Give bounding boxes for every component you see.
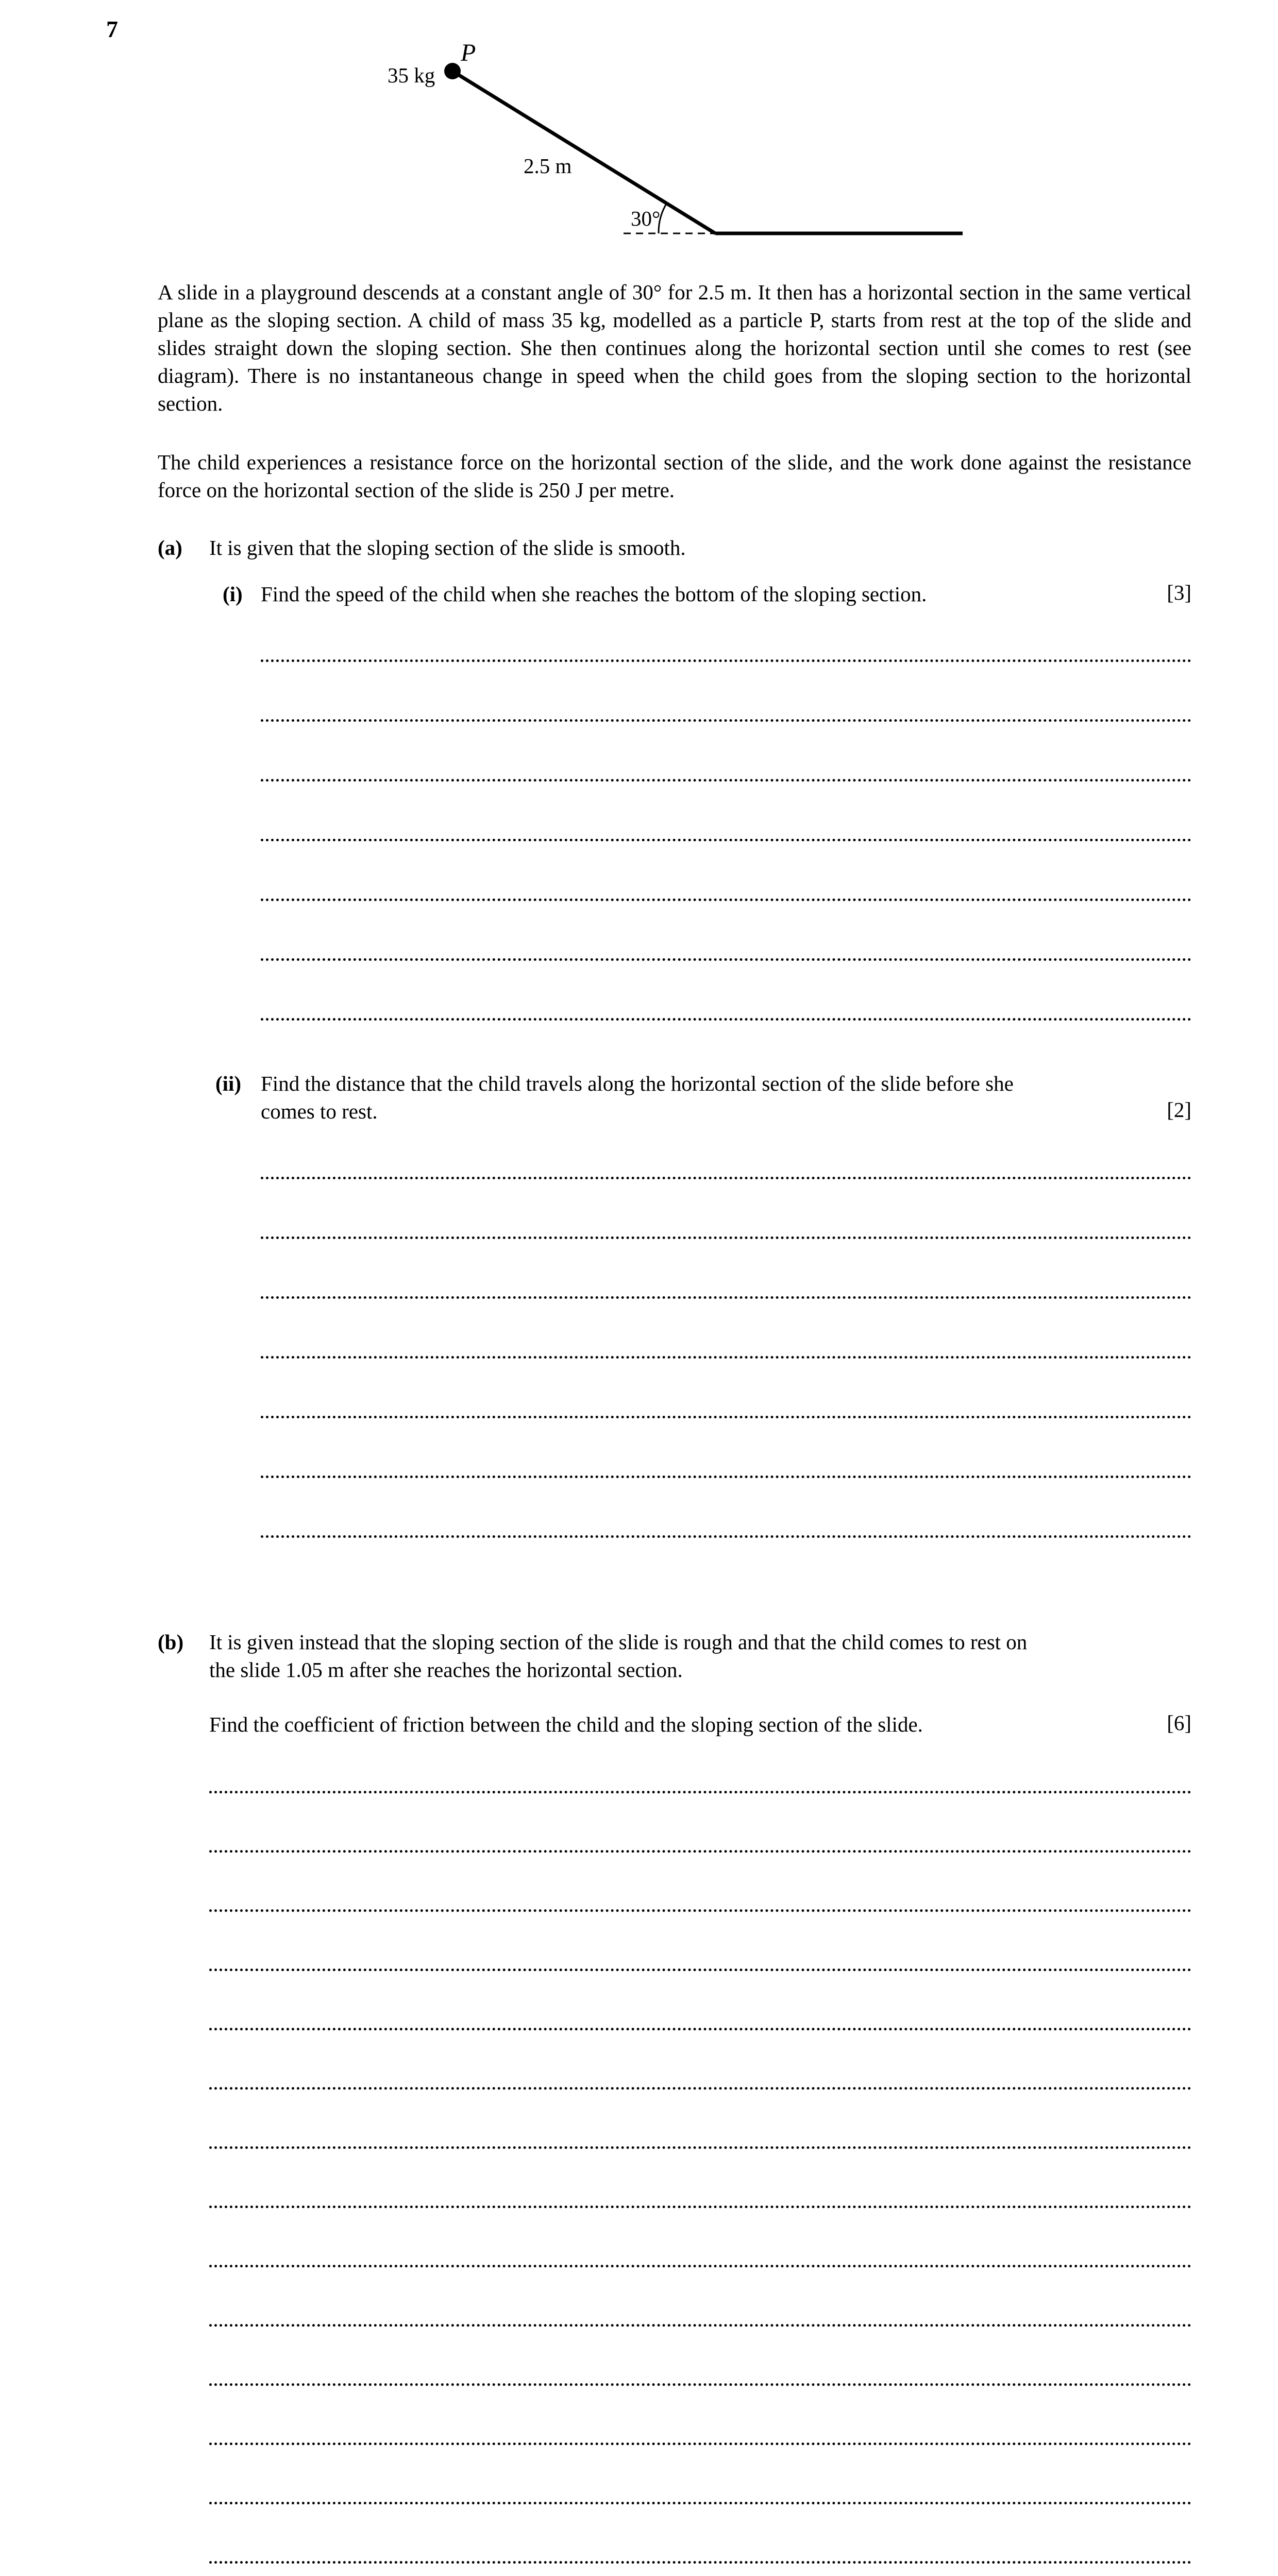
part-a-ii-text-line-2: comes to rest. xyxy=(261,1099,378,1123)
particle-label: P xyxy=(461,39,476,66)
answer-line[interactable] xyxy=(261,1535,1191,1538)
answer-line[interactable] xyxy=(261,958,1191,961)
part-b-text-line-1: It is given instead that the sloping section of the slide is rough and that the child comes to rest on xyxy=(209,1630,1028,1654)
answer-line[interactable] xyxy=(209,2265,1191,2267)
intro-paragraph-1: A slide in a playground descends at a constant angle of 30° for 2.5 m. It then has a horizontal section in the same vertical plane as the sloping section. A child of mass 35 kg, modelled as a particle P, starts from rest at the top of the slide and slides straight down the sloping section. She then continues along the horizontal section until she comes to rest (see diagram). There is no instantaneous change in speed when the child goes from the sloping section to the horizontal section. xyxy=(158,280,1191,415)
answer-line[interactable] xyxy=(261,839,1191,841)
answer-line[interactable] xyxy=(261,899,1191,901)
particle-p xyxy=(444,63,461,79)
part-a-i-marks: [3] xyxy=(1167,581,1191,604)
length-label: 2.5 m xyxy=(524,154,572,178)
slope-line xyxy=(452,71,715,233)
mass-label: 35 kg xyxy=(388,63,435,87)
answer-line[interactable] xyxy=(209,2443,1191,2445)
part-a-ii-marks: [2] xyxy=(1167,1098,1191,1122)
part-b-text-line-2: the slide 1.05 m after she reaches the horizontal section. xyxy=(209,1658,683,1682)
answer-line[interactable] xyxy=(261,1296,1191,1299)
answer-line[interactable] xyxy=(209,2146,1191,2149)
answer-line[interactable] xyxy=(261,719,1191,722)
answer-line[interactable] xyxy=(261,1018,1191,1021)
part-a-ii-text-line-1: Find the distance that the child travels along the horizontal section of the slide before she xyxy=(261,1072,1014,1095)
part-a-i-text: Find the speed of the child when she reaches the bottom of the sloping section. xyxy=(261,582,927,606)
answer-line[interactable] xyxy=(261,1236,1191,1239)
answer-line[interactable] xyxy=(209,1969,1191,1971)
answer-line[interactable] xyxy=(209,2206,1191,2208)
intro-paragraph-2: The child experiences a resistance force on the horizontal section of the slide, and the work done against the resistance force on the horizontal section of the slide is 250 J per metre. xyxy=(158,450,1191,502)
answer-line[interactable] xyxy=(261,779,1191,782)
answer-line[interactable] xyxy=(209,2561,1191,2564)
answer-line[interactable] xyxy=(209,1850,1191,1853)
part-a-i-label: (i) xyxy=(223,582,243,606)
slide-diagram xyxy=(361,31,979,247)
answer-line[interactable] xyxy=(209,1909,1191,1912)
answer-line[interactable] xyxy=(209,2028,1191,2030)
answer-line[interactable] xyxy=(261,1416,1191,1418)
answer-line[interactable] xyxy=(209,2502,1191,2504)
answer-line[interactable] xyxy=(209,2324,1191,2327)
part-b-question: Find the coefficient of friction between the child and the sloping section of the slide. xyxy=(209,1713,923,1736)
answer-line[interactable] xyxy=(209,2383,1191,2386)
part-b-marks: [6] xyxy=(1167,1711,1191,1735)
answer-line[interactable] xyxy=(261,1356,1191,1359)
answer-line[interactable] xyxy=(209,2087,1191,2090)
part-a-ii-label: (ii) xyxy=(215,1072,242,1095)
answer-line[interactable] xyxy=(209,1791,1191,1793)
angle-label: 30° xyxy=(631,207,661,230)
question-number: 7 xyxy=(106,16,118,42)
part-a-text: It is given that the sloping section of the slide is smooth. xyxy=(209,536,686,560)
part-b-label: (b) xyxy=(158,1630,184,1654)
answer-line[interactable] xyxy=(261,1177,1191,1179)
answer-line[interactable] xyxy=(261,659,1191,662)
part-a-label: (a) xyxy=(158,536,182,560)
answer-line[interactable] xyxy=(261,1476,1191,1478)
